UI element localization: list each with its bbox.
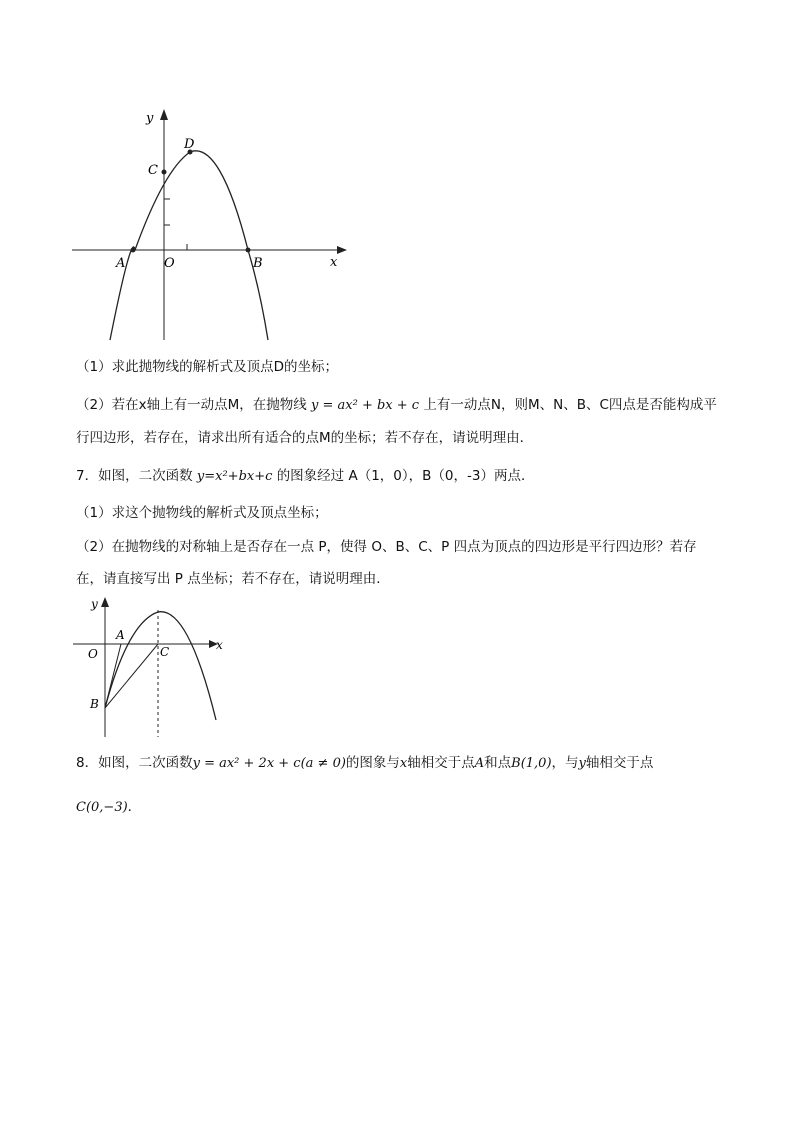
q8-A: A <box>474 756 485 771</box>
q8-text-e: ，与 <box>551 755 579 771</box>
label-O: O <box>88 647 98 661</box>
label-x: x <box>330 255 338 270</box>
parabola-curve <box>110 151 268 340</box>
q8-text-a: 8．如图，二次函数 <box>76 755 193 771</box>
label-B: B <box>90 697 99 711</box>
q8-formula: y = ax² + 2x + c(a ≠ 0) <box>192 756 346 771</box>
q8-x: x <box>399 756 408 771</box>
q8-stem-line2 <box>76 797 141 818</box>
q7-part1: （1）求这个抛物线的解析式及顶点坐标； <box>76 505 328 521</box>
label-C: C <box>148 163 158 178</box>
q8-stem-line1 <box>76 753 653 774</box>
q8-text-b: 的图象与 <box>345 755 400 771</box>
q6-part1: （1）求此抛物线的解析式及顶点D的坐标； <box>76 359 338 375</box>
q7-stem-text-c: A（1，0），B（0，-3）两点． <box>348 468 535 484</box>
label-y: y <box>146 111 154 126</box>
q8-text-d: 和点 <box>484 755 512 771</box>
q6-part2-text-b: 上有一动点N，则M、N、B、C四点是否能构成平 <box>423 397 717 413</box>
y-axis-arrow <box>101 597 109 607</box>
label-B: B <box>253 256 263 271</box>
q7-part2-line2: 在，请直接写出 P 点坐标；若不存在，请说明理由． <box>76 571 390 587</box>
q8-text-f: 轴相交于点 <box>585 755 654 771</box>
q6-part2-line1 <box>76 395 717 416</box>
x-axis-arrow <box>337 246 347 254</box>
point-A <box>131 248 136 253</box>
label-A: A <box>116 628 125 642</box>
y-axis-arrow <box>160 109 168 120</box>
q8-y: y <box>578 756 586 771</box>
q6-part2-formula: y = ax² + bx + c <box>311 398 420 413</box>
label-x: x <box>216 638 223 652</box>
point-C <box>162 170 167 175</box>
q7-stem <box>76 466 534 487</box>
label-A: A <box>116 256 126 271</box>
q8-period: ． <box>127 799 142 815</box>
q7-stem-text-a: 7．如图，二次函数 <box>76 468 193 484</box>
q7-part2-text-a: （2）在抛物线的对称轴上是否存在一点 <box>76 539 315 555</box>
label-y: y <box>91 597 98 611</box>
q6-part2-line2: 行四边形，若存在，请求出所有适合的点M的坐标；若不存在，请说明理由． <box>76 430 534 446</box>
figure-2-parabola <box>68 592 238 742</box>
q8-C: C(0,−3) <box>76 800 128 815</box>
q8-B: B(1,0) <box>511 756 552 771</box>
label-O: O <box>164 256 175 271</box>
q8-text-c: 轴相交于点 <box>407 755 475 771</box>
q7-stem-text-b: 的图象经过 <box>276 468 345 484</box>
q7-part2-text-b: P，使得 O、B、C、P 四点为顶点的四边形是平行四边形？若存 <box>318 539 697 555</box>
q6-part2-text-a: （2）若在x轴上有一动点M，在抛物线 <box>76 397 307 413</box>
figure-1-parabola <box>60 100 360 345</box>
label-C: C <box>160 645 170 659</box>
q7-part2-line1 <box>76 537 697 557</box>
q7-stem-formula: y=x²+bx+c <box>196 469 273 484</box>
point-B <box>246 248 251 253</box>
label-D: D <box>184 137 195 152</box>
